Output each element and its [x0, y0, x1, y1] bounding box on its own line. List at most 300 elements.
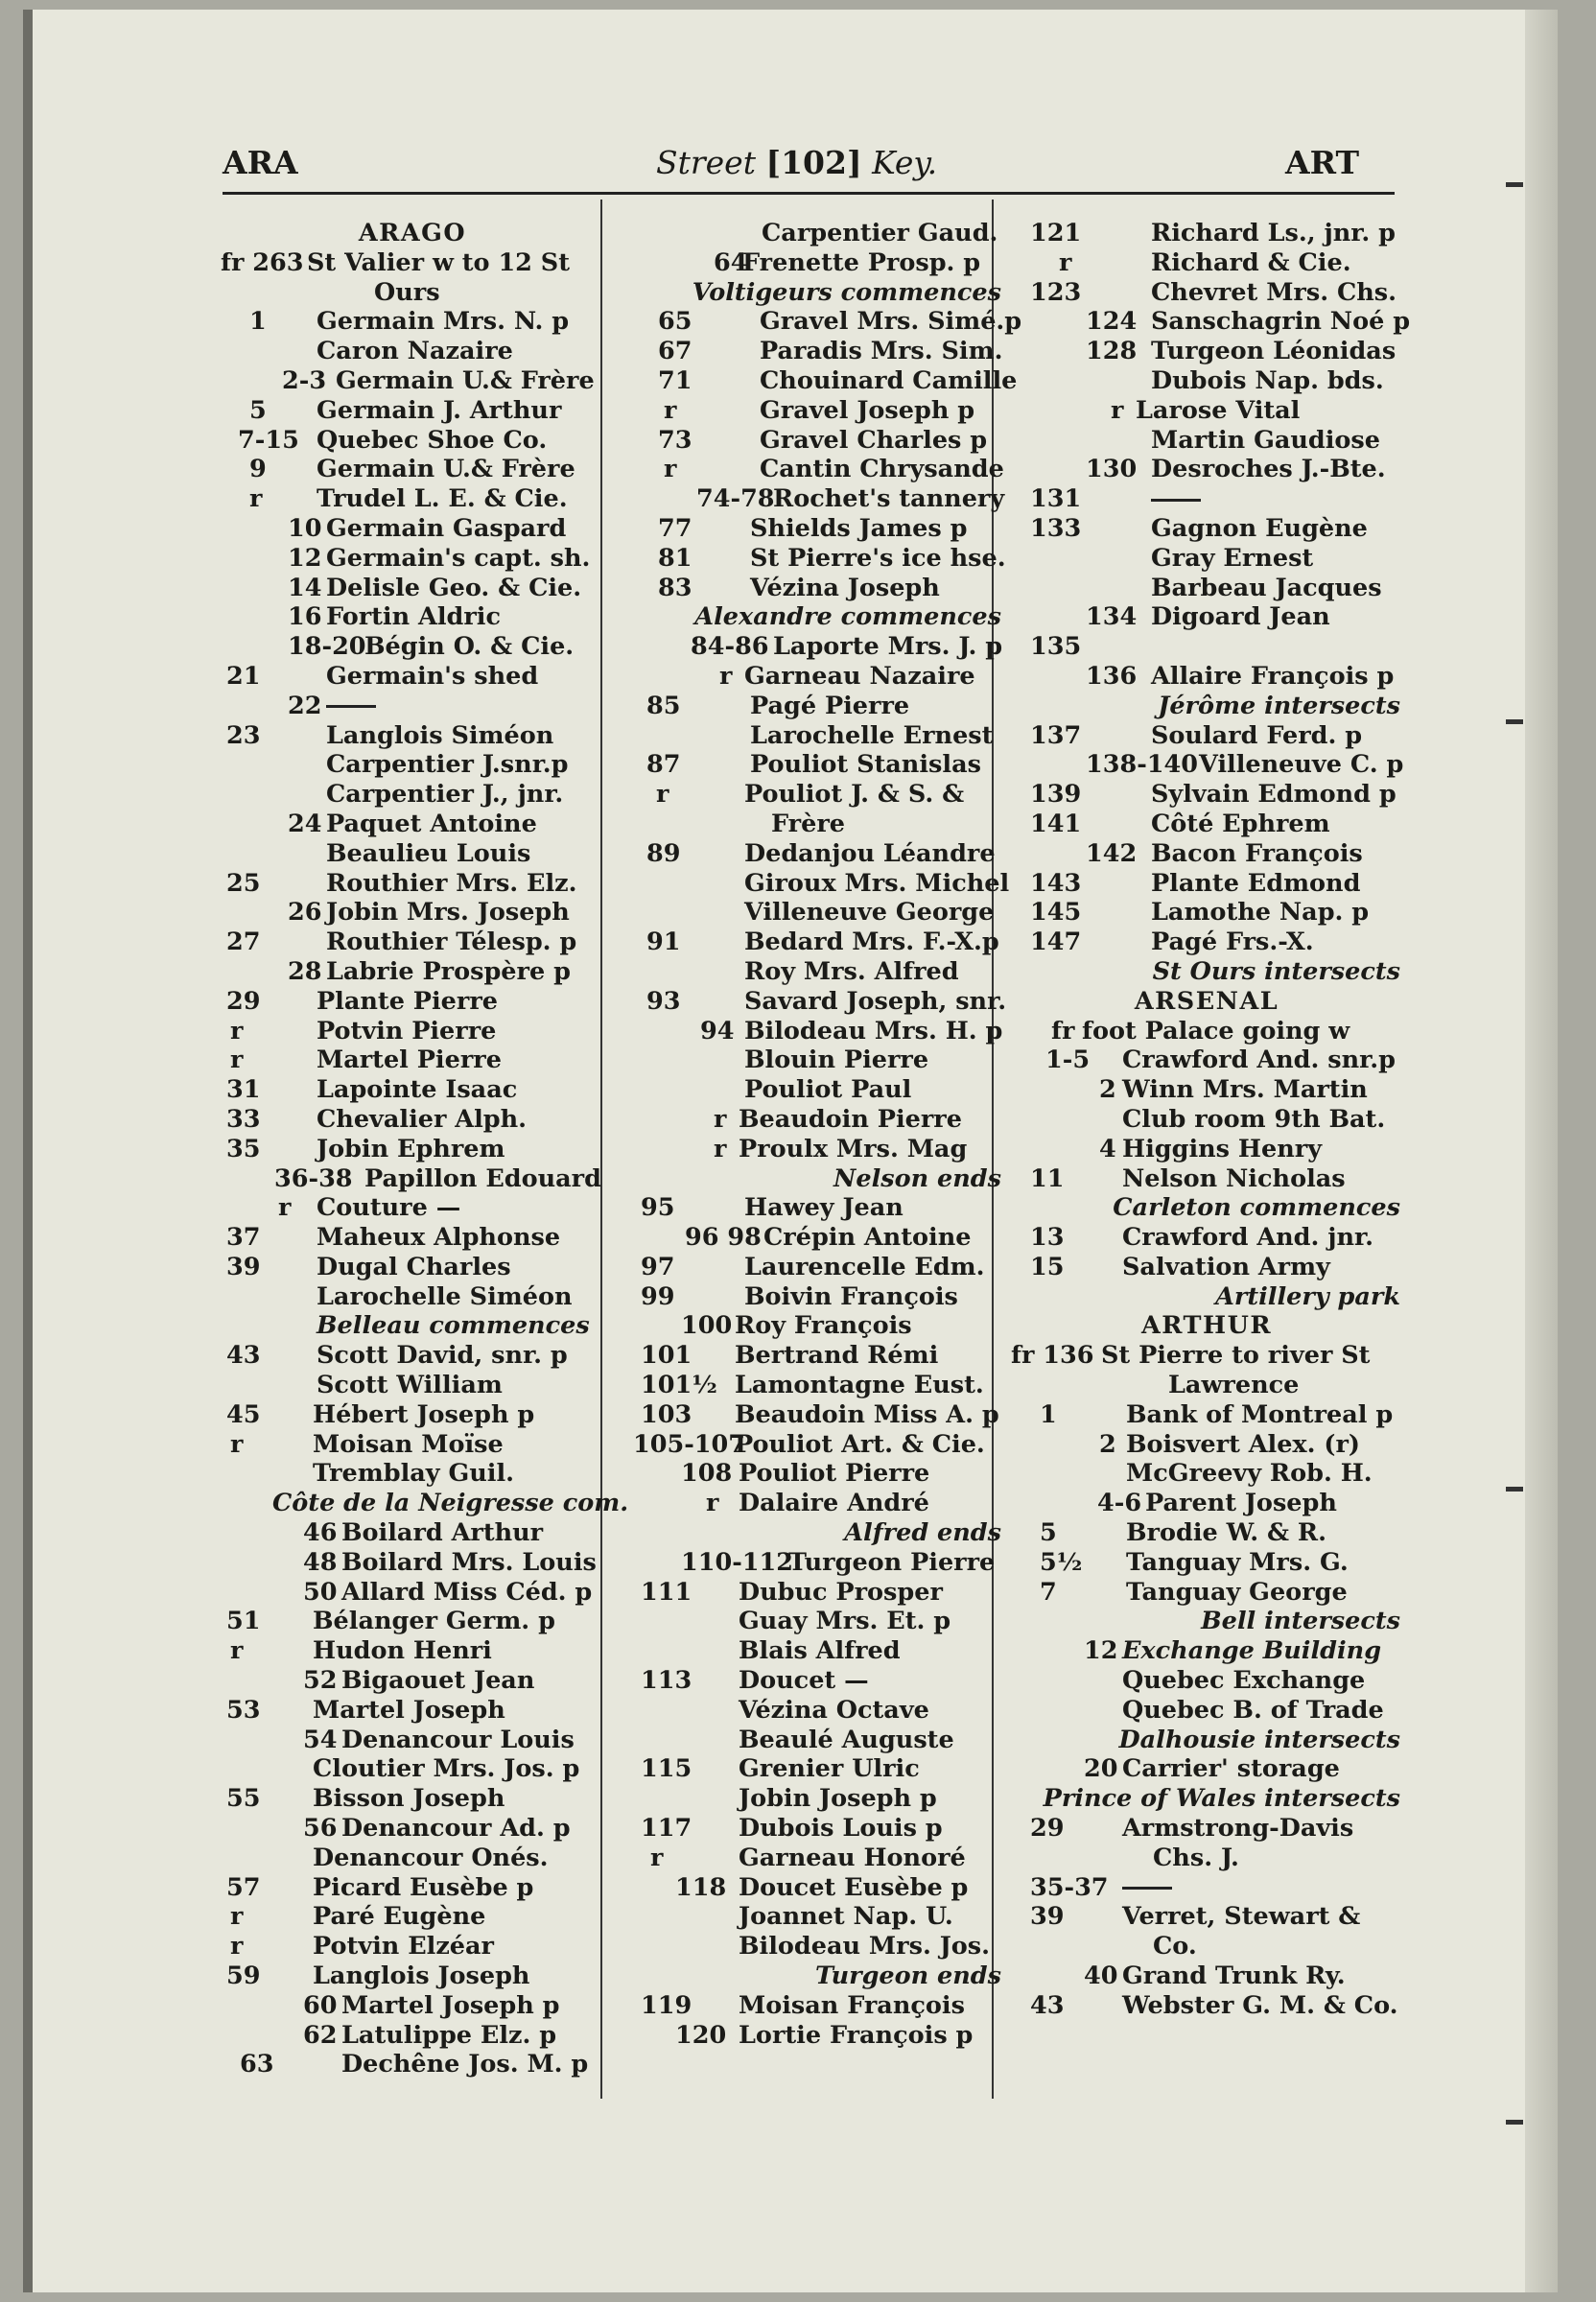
house-number: 71	[658, 365, 692, 395]
entry-text: Boisvert Alex. (r)	[1126, 1429, 1360, 1459]
entry-text: Gravel Joseph p	[760, 395, 975, 425]
directory-entry	[637, 1784, 1009, 1814]
directory-entry	[1005, 721, 1408, 751]
vacant-dash	[1151, 499, 1201, 502]
directory-entry	[221, 1017, 604, 1046]
house-number: r	[714, 1134, 727, 1163]
entry-text: Beaudoin Miss A. p	[735, 1399, 999, 1429]
cross-street-note	[637, 278, 1009, 308]
directory-entry	[637, 987, 1009, 1017]
directory-entry	[221, 1341, 604, 1371]
entry-text: Boivin François	[744, 1281, 958, 1311]
directory-entry	[637, 574, 1009, 603]
entry-text: Turgeon ends	[814, 1961, 1001, 1991]
house-number: 45	[226, 1399, 261, 1429]
entry-text: Garneau Honoré	[739, 1843, 966, 1872]
entry-text: Bilodeau Mrs. Jos.	[739, 1932, 991, 1961]
house-number: 5½	[1040, 1547, 1083, 1577]
house-number: 50	[303, 1577, 338, 1607]
directory-entry	[221, 1459, 604, 1489]
directory-entry	[221, 602, 604, 632]
entry-text: Hawey Jean	[744, 1193, 904, 1223]
house-number: 67	[658, 337, 692, 366]
house-number: r	[706, 1489, 719, 1518]
entry-text: Belleau commences	[317, 1311, 590, 1341]
directory-entry	[221, 987, 604, 1017]
entry-text: Pouliot Paul	[744, 1075, 912, 1105]
directory-entry	[1005, 1932, 1408, 1961]
directory-entry	[221, 1696, 604, 1726]
house-number: 22	[288, 691, 322, 720]
house-number: 97	[641, 1252, 675, 1281]
directory-entry	[1005, 1430, 1408, 1460]
directory-entry	[1005, 1341, 1408, 1371]
directory-entry	[1005, 1223, 1408, 1253]
house-number: r	[719, 661, 733, 691]
directory-entry	[221, 1518, 604, 1548]
directory-entry	[637, 248, 1009, 278]
house-number: r	[230, 1932, 244, 1961]
house-number: 40	[1084, 1961, 1118, 1991]
house-number: 4	[1099, 1134, 1116, 1163]
house-number: 89	[646, 838, 681, 868]
entry-text: Blouin Pierre	[744, 1045, 929, 1075]
directory-entry	[221, 632, 604, 662]
entry-text: Vézina Joseph	[750, 573, 940, 602]
entry-text: Germain Mrs. N. p	[317, 307, 570, 337]
entry-text: Bigaouet Jean	[341, 1666, 535, 1696]
house-number: r	[230, 1902, 244, 1932]
house-number: 35-37	[1030, 1872, 1109, 1902]
directory-entry	[221, 750, 604, 780]
directory-entry	[1005, 1045, 1408, 1075]
entry-text: St Valier w to 12 St	[307, 247, 571, 277]
entry-text: Trudel L. E. & Cie.	[317, 484, 568, 514]
house-number: 111	[641, 1577, 692, 1607]
entry-text: Bacon François	[1151, 838, 1363, 868]
directory-entry	[637, 1193, 1009, 1223]
directory-entry	[221, 1726, 604, 1755]
directory-entry	[1005, 869, 1408, 899]
entry-text: Giroux Mrs. Michel	[744, 868, 1010, 898]
directory-entry	[221, 574, 604, 603]
house-number: 135	[1030, 632, 1082, 662]
house-number: 13	[1030, 1223, 1065, 1253]
house-number: r	[1059, 247, 1072, 277]
directory-entry	[637, 544, 1009, 574]
house-number: r	[664, 395, 677, 425]
entry-text: Carleton commences	[1113, 1193, 1400, 1223]
directory-entry	[637, 721, 1009, 751]
house-number: 96 98	[685, 1223, 762, 1253]
directory-entry	[1005, 1253, 1408, 1282]
house-number: 7	[1040, 1577, 1057, 1607]
entry-text: Scott William	[317, 1371, 503, 1400]
directory-entry	[221, 1754, 604, 1784]
directory-entry	[637, 1636, 1009, 1666]
directory-entry	[221, 928, 604, 957]
cross-street-note	[637, 1164, 1009, 1194]
directory-entry	[221, 2021, 604, 2051]
house-number: 101½	[641, 1371, 717, 1400]
entry-text: Grand Trunk Ry.	[1122, 1961, 1346, 1991]
entry-text: Paquet Antoine	[326, 809, 537, 838]
house-number: 33	[226, 1104, 261, 1134]
directory-entry	[1005, 307, 1411, 337]
directory-entry	[221, 366, 604, 396]
entry-text: Grenier Ulric	[739, 1754, 920, 1784]
binding-mark	[1506, 1487, 1523, 1492]
directory-entry	[221, 1135, 604, 1164]
entry-text: Larose Vital	[1136, 395, 1301, 425]
house-number: r	[249, 484, 263, 514]
directory-entry	[221, 898, 604, 928]
entry-text: Germain J. Arthur	[317, 395, 562, 425]
entry-text: Crawford And. snr.p	[1122, 1045, 1396, 1075]
directory-entry	[221, 721, 604, 751]
directory-entry	[221, 1548, 604, 1578]
entry-text: Bertrand Rémi	[735, 1341, 939, 1371]
house-number: 143	[1030, 868, 1082, 898]
directory-entry	[637, 2021, 1009, 2051]
house-number: 57	[226, 1872, 261, 1902]
entry-text: Paré Eugène	[313, 1902, 486, 1932]
entry-text: Tanguay George	[1126, 1577, 1348, 1607]
directory-entry	[221, 1902, 604, 1932]
directory-entry	[637, 1400, 1009, 1430]
directory-entry	[637, 1607, 1009, 1636]
directory-entry	[637, 692, 1009, 721]
house-number: 43	[1030, 1990, 1065, 2020]
directory-entry	[221, 1932, 604, 1961]
entry-text: Dedanjou Léandre	[744, 838, 996, 868]
entry-text: Chs. J.	[1153, 1843, 1239, 1872]
house-number: 26	[288, 898, 322, 928]
directory-entry	[637, 1459, 1009, 1489]
column-3	[1005, 219, 1411, 2021]
directory-entry	[1005, 1844, 1408, 1873]
house-number: 16	[288, 602, 322, 632]
directory-entry	[637, 1932, 1009, 1961]
house-number: r	[1111, 395, 1124, 425]
directory-entry	[637, 780, 1009, 810]
header-center	[656, 144, 937, 181]
house-number: 105-107	[633, 1429, 746, 1459]
directory-entry	[221, 810, 604, 839]
directory-entry	[221, 278, 604, 308]
directory-entry	[1005, 455, 1408, 484]
directory-entry	[637, 1253, 1009, 1282]
house-number: 55	[226, 1784, 261, 1814]
entry-text: Langlois Siméon	[326, 720, 554, 750]
entry-text: Richard Ls., jnr. p	[1151, 219, 1396, 247]
directory-entry	[221, 957, 604, 987]
house-number: 123	[1030, 277, 1082, 307]
entry-text: ARAGO	[358, 219, 467, 247]
header-left: ARA	[223, 144, 298, 181]
house-number: 94	[700, 1016, 735, 1045]
entry-text: Shields James p	[750, 513, 968, 543]
directory-entry	[637, 1311, 1009, 1341]
directory-entry	[637, 1105, 1009, 1135]
directory-entry	[1005, 1518, 1408, 1548]
entry-text: Quebec Exchange	[1122, 1666, 1366, 1696]
directory-entry	[637, 1666, 1009, 1696]
house-number: fr	[1051, 1016, 1075, 1045]
house-number: 103	[641, 1399, 692, 1429]
entry-text: Artillery park	[1215, 1281, 1400, 1311]
entry-text: Potvin Pierre	[317, 1016, 497, 1045]
entry-text: Pouliot Stanislas	[750, 750, 981, 780]
directory-entry	[221, 1193, 604, 1223]
entry-text: Savard Joseph, snr.	[744, 986, 1007, 1016]
house-number: 39	[1030, 1902, 1065, 1932]
entry-text: Crépin Antoine	[763, 1223, 972, 1253]
entry-text: Frenette Prosp. p	[742, 247, 981, 277]
house-number: 35	[226, 1134, 261, 1163]
house-number: 108	[681, 1459, 733, 1489]
entry-text: Lamothe Nap. p	[1151, 898, 1370, 928]
house-number: r	[230, 1636, 244, 1666]
entry-text: Sanschagrin Noé p	[1151, 307, 1411, 337]
directory-entry	[637, 1754, 1009, 1784]
directory-entry	[1005, 1578, 1408, 1608]
directory-entry	[637, 1696, 1009, 1726]
entry-text: Dubuc Prosper	[739, 1577, 943, 1607]
directory-entry	[1005, 514, 1408, 544]
binding-mark	[1506, 719, 1523, 724]
entry-text: Carpentier Gaud.	[762, 219, 998, 247]
entry-text: Gray Ernest	[1151, 543, 1314, 573]
entry-text: Lamontagne Eust.	[735, 1371, 984, 1400]
entry-text: Quebec B. of Trade	[1122, 1695, 1384, 1725]
house-number: 1-5	[1045, 1045, 1091, 1075]
entry-text: Parent Joseph	[1145, 1489, 1337, 1518]
house-number: fr 136	[1011, 1341, 1094, 1371]
house-number: 133	[1030, 513, 1082, 543]
house-number: 134	[1086, 602, 1138, 632]
directory-entry	[221, 1636, 604, 1666]
house-number: 117	[641, 1814, 692, 1844]
directory-entry	[1005, 1075, 1408, 1105]
entry-text: Jérôme intersects	[1158, 691, 1400, 720]
entry-text: Pouliot Pierre	[739, 1459, 930, 1489]
cross-street-note	[1005, 1193, 1408, 1223]
house-number: r	[714, 1104, 727, 1134]
house-number: 59	[226, 1961, 261, 1991]
house-number: 29	[226, 986, 261, 1016]
entry-text: Digoard Jean	[1151, 602, 1330, 632]
entry-text: Beaulieu Louis	[326, 838, 531, 868]
entry-text: Quebec Shoe Co.	[317, 425, 548, 455]
house-number: 118	[675, 1872, 727, 1902]
cross-street-note	[1005, 1726, 1408, 1755]
entry-text: Pouliot Art. & Cie.	[735, 1429, 985, 1459]
entry-text: Guay Mrs. Et. p	[739, 1607, 951, 1636]
cross-street-note	[1005, 957, 1408, 987]
directory-entry	[221, 396, 604, 426]
house-number: 12	[1084, 1636, 1118, 1666]
house-number: 65	[658, 307, 692, 337]
house-number: 62	[303, 2020, 338, 2050]
directory-entry	[221, 1371, 604, 1400]
directory-entry	[221, 780, 604, 810]
entry-text: Maheux Alphonse	[317, 1223, 561, 1253]
entry-text: Boilard Arthur	[341, 1518, 544, 1548]
entry-text: Dalaire André	[739, 1489, 929, 1518]
house-number: 21	[226, 661, 261, 691]
house-number: 77	[658, 513, 692, 543]
entry-text: foot Palace going w	[1082, 1016, 1350, 1045]
house-number: 74-78	[696, 484, 775, 514]
house-number: 36-38	[274, 1163, 353, 1193]
entry-text: Frère	[771, 809, 845, 838]
entry-text: Moisan François	[739, 1990, 965, 2020]
header-key: Key.	[872, 144, 938, 181]
house-number: 53	[226, 1695, 261, 1725]
entry-text: Fortin Aldric	[326, 602, 501, 632]
directory-entry	[1005, 810, 1408, 839]
directory-entry	[637, 898, 1009, 928]
entry-text: Plante Edmond	[1151, 868, 1361, 898]
house-number: 31	[226, 1075, 261, 1105]
house-number: 142	[1086, 838, 1138, 868]
entry-text: Moisan Moïse	[313, 1429, 504, 1459]
entry-text: Prince of Wales intersects	[1043, 1784, 1400, 1814]
entry-text: Verret, Stewart &	[1122, 1902, 1361, 1932]
entry-text: Brodie W. & R.	[1126, 1518, 1327, 1548]
directory-entry	[1005, 1164, 1408, 1194]
directory-entry	[221, 307, 604, 337]
entry-text: Pouliot J. & S. &	[744, 780, 965, 810]
entry-text: Martin Gaudiose	[1151, 425, 1381, 455]
house-number: 110-112	[681, 1547, 794, 1577]
vacant-dash	[326, 705, 376, 708]
house-number: 5	[249, 395, 267, 425]
entry-text: Joannet Nap. U.	[739, 1902, 953, 1932]
house-number: 48	[303, 1547, 338, 1577]
directory-entry	[637, 514, 1009, 544]
entry-text: Villeneuve George	[744, 898, 995, 928]
directory-entry	[221, 1578, 604, 1608]
entry-text: Winn Mrs. Martin	[1122, 1075, 1368, 1105]
house-number: 4-6	[1097, 1489, 1142, 1518]
directory-entry	[221, 1666, 604, 1696]
entry-text: Alfred ends	[844, 1518, 1001, 1548]
directory-entry	[637, 1282, 1009, 1312]
page-number: [102]	[765, 144, 862, 181]
house-number: 43	[226, 1341, 261, 1371]
directory-entry	[637, 1489, 1009, 1518]
entry-text: Martel Joseph	[313, 1695, 505, 1725]
directory-entry	[221, 1814, 604, 1844]
house-number: 24	[288, 809, 322, 838]
entry-text: Richard & Cie.	[1151, 247, 1351, 277]
entry-text: St Pierre's ice hse.	[750, 543, 1006, 573]
house-number: 1	[1040, 1399, 1057, 1429]
directory-entry	[1005, 484, 1408, 514]
directory-entry	[221, 1045, 604, 1075]
entry-text: Bisson Joseph	[313, 1784, 505, 1814]
cross-street-note	[637, 1518, 1009, 1548]
directory-entry	[1005, 1135, 1408, 1164]
entry-text: Vézina Octave	[739, 1695, 929, 1725]
entry-text: Garneau Nazaire	[744, 661, 975, 691]
directory-entry	[1005, 1961, 1408, 1991]
house-number: fr 263	[221, 247, 304, 277]
directory-entry	[1005, 426, 1408, 456]
directory-entry	[221, 1873, 604, 1903]
entry-text: Nelson ends	[833, 1163, 1001, 1193]
house-number: 60	[303, 1990, 338, 2020]
directory-entry	[221, 1164, 604, 1194]
entry-text: Larochelle Siméon	[317, 1281, 573, 1311]
directory-entry	[637, 839, 1009, 869]
house-number: 73	[658, 425, 692, 455]
entry-text: Higgins Henry	[1122, 1134, 1323, 1163]
house-number: 121	[1030, 219, 1082, 247]
entry-text: McGreevy Rob. H.	[1126, 1459, 1373, 1489]
entry-text: Latulippe Elz. p	[341, 2020, 557, 2050]
entry-text: Germain's capt. sh.	[326, 543, 591, 573]
directory-entry	[637, 1223, 1009, 1253]
house-number: 85	[646, 691, 681, 720]
house-number: 7-15	[238, 425, 299, 455]
entry-text: Paradis Mrs. Sim.	[760, 337, 1003, 366]
binding-mark	[1506, 182, 1523, 187]
directory-entry	[221, 1844, 604, 1873]
entry-text: Turgeon Pierre	[788, 1547, 996, 1577]
entry-text: Routhier Mrs. Elz.	[326, 868, 577, 898]
directory-entry	[637, 810, 1009, 839]
house-number: 2	[1099, 1429, 1116, 1459]
house-number: 83	[658, 573, 692, 602]
street-heading	[1005, 987, 1408, 1017]
entry-text: Ours	[374, 277, 440, 307]
directory-entry	[221, 662, 604, 692]
directory-entry	[221, 1991, 604, 2021]
binding-mark	[1506, 2120, 1523, 2125]
directory-entry	[1005, 1017, 1408, 1046]
entry-text: Jobin Mrs. Joseph	[326, 898, 570, 928]
entry-text: Allard Miss Céd. p	[341, 1577, 593, 1607]
directory-entry	[221, 484, 604, 514]
entry-text: Dalhousie intersects	[1118, 1725, 1400, 1754]
directory-entry	[1005, 898, 1408, 928]
entry-text: Routhier Télesp. p	[326, 928, 577, 957]
directory-entry	[637, 1844, 1009, 1873]
directory-entry	[637, 426, 1009, 456]
vacant-dash	[1122, 1887, 1172, 1890]
entry-text: Denancour Ad. p	[341, 1814, 571, 1844]
directory-entry	[221, 2050, 604, 2079]
house-number: 141	[1030, 809, 1082, 838]
cross-street-note	[1005, 1282, 1408, 1312]
directory-entry	[637, 1045, 1009, 1075]
entry-text: Barbeau Jacques	[1151, 573, 1382, 602]
directory-entry	[1005, 839, 1408, 869]
directory-entry	[1005, 750, 1408, 780]
entry-text: Rochet's tannery	[773, 484, 1005, 514]
entry-text: Germain's shed	[326, 661, 539, 691]
directory-entry	[1005, 1459, 1408, 1489]
house-number: 93	[646, 986, 681, 1016]
entry-text: Picard Eusèbe p	[313, 1872, 534, 1902]
house-number: 27	[226, 928, 261, 957]
entry-text: Turgeon Léonidas	[1151, 337, 1396, 366]
entry-text: Bank of Montreal p	[1126, 1399, 1394, 1429]
entry-text: Lortie François p	[739, 2020, 974, 2050]
